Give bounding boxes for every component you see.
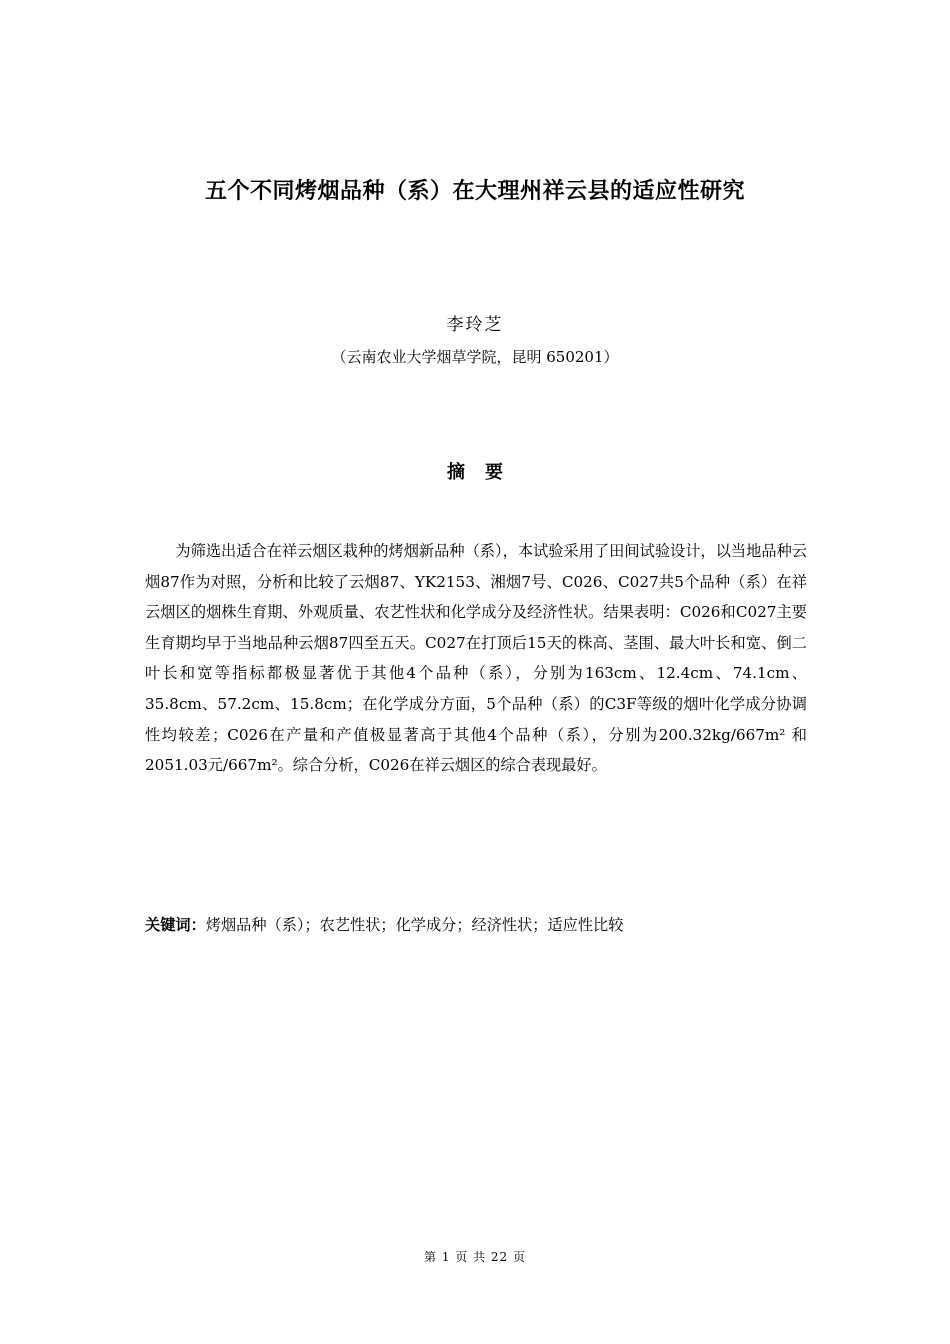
- keywords-line: [145, 910, 807, 940]
- keywords-text: 烤烟品种（系）；农艺性状；化学成分；经济性状；适应性比较: [205, 916, 624, 934]
- keywords-label: 关键词：: [145, 916, 206, 934]
- author-name: 李玲芝: [446, 315, 504, 335]
- abstract-heading: 摘要: [447, 462, 523, 483]
- paper-title: 五个不同烤烟品种（系）在大理州祥云县的适应性研究: [204, 179, 745, 204]
- page-footer: 第 1 页 共 22 页: [424, 1250, 526, 1264]
- abstract-body: 为筛选出适合在祥云烟区栽种的烤烟新品种（系），本试验采用了田间试验设计，以当地品种云烟87作为对照，分析和比较了云烟87、YK2153、湘烟7号、C026、C027共5个品种（系）在祥云烟区的烟株生育期、外观质量、农艺性状和化学成分及经济性状。结果表明：C026和C027主要生育期均早于当地品种云烟87四至五天。C027在打顶后15天的株高、茎围、最大叶长和宽、倒二叶长和宽等指标都极显著优于其他4个品种（系），分别为163cm、12.4cm、74.1cm、35.8cm、57.2cm、15.8cm；在化学成分方面，5个品种（系）的C3F等级的烟叶化学成分协调性均较差；C026在产量和产值极显著高于其他4个品种（系），分别为200.32kg/667m² 和2051.03元/667m²。综合分析，C026在祥云烟区的综合表现最好。: [145, 542, 807, 775]
- author-affiliation: （云南农业大学烟草学院，昆明 650201）: [331, 348, 619, 366]
